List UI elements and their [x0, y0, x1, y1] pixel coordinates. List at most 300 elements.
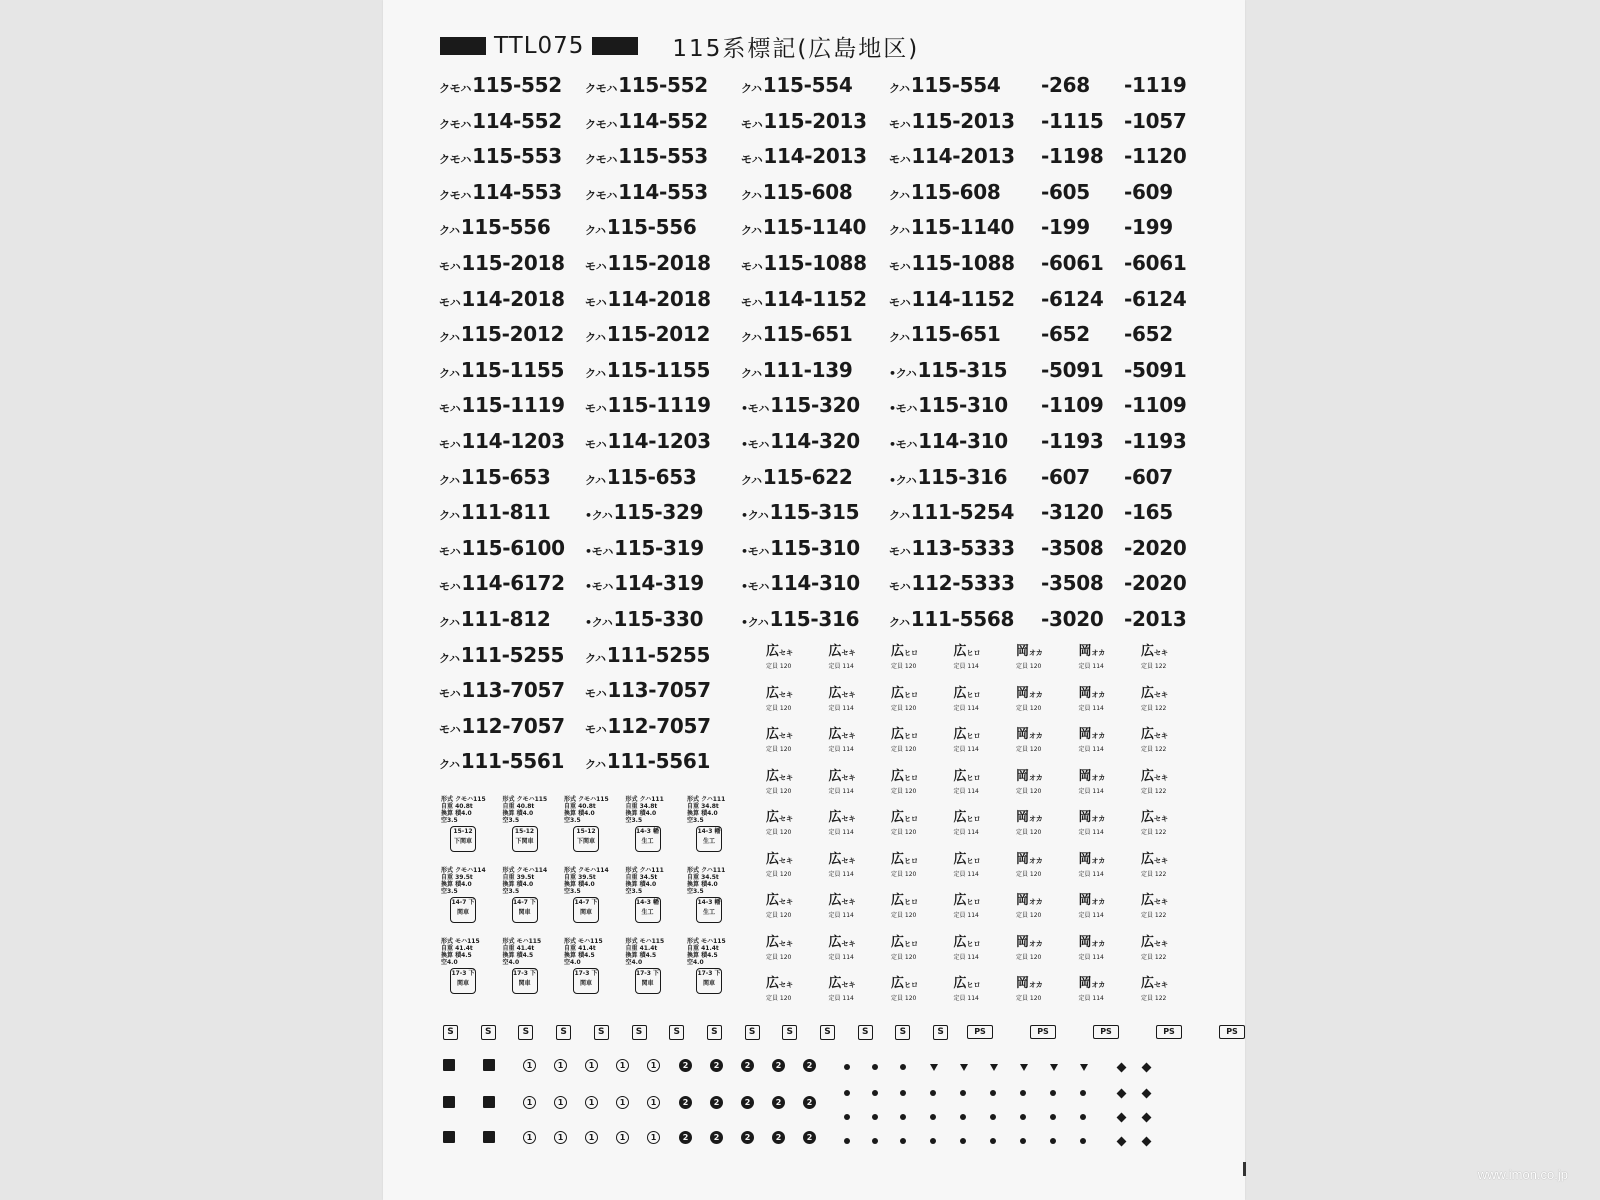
plate-line: 自重 34.5t — [687, 874, 719, 881]
depot-label — [954, 728, 1000, 762]
depot-label — [1016, 811, 1062, 845]
depot-main — [1016, 811, 1062, 826]
depot-kana: ヒロ — [904, 939, 919, 948]
depot-label — [1016, 770, 1062, 804]
number-label: •モハ115-320 — [741, 393, 860, 418]
depot-main — [766, 728, 812, 743]
number-label: モハ115-1088 — [741, 251, 867, 275]
number-label: モハ115-6100 — [439, 535, 565, 560]
number-label: -199 — [1124, 215, 1173, 240]
depot-capacity: 定員 122 — [1141, 953, 1167, 961]
depot-capacity: 定員 122 — [1141, 870, 1167, 878]
depot-capacity: 定員 120 — [766, 663, 792, 670]
mark-circle-2: 2 — [710, 1096, 723, 1109]
plate-box: 17-3 下関車 — [635, 968, 661, 994]
mark-circle-2: 2 — [803, 1096, 816, 1109]
number-label: -1109 — [1041, 393, 1104, 418]
depot-kanji: 岡 — [1078, 727, 1092, 742]
depot-kanji: 広 — [953, 644, 967, 659]
number-label: クハ111-5568 — [889, 607, 1015, 631]
depot-capacity: 定員 120 — [1016, 787, 1042, 795]
mark-diamond — [1142, 1089, 1152, 1099]
number-label: •クハ115-329 — [585, 500, 704, 525]
depot-label — [829, 853, 875, 887]
mark-triangle — [1050, 1064, 1058, 1071]
depot-label — [891, 853, 937, 887]
depot-label — [1141, 770, 1187, 804]
plate-line: 空3.5 — [502, 888, 520, 895]
depot-kanji: 岡 — [1016, 893, 1030, 908]
depot-kanji: 広 — [766, 768, 780, 784]
depot-main — [766, 936, 812, 951]
plate-box: 17-3 下関車 — [512, 968, 538, 994]
mark-dot — [1020, 1114, 1026, 1120]
depot-kana: オカ — [1029, 939, 1043, 948]
number-label: クモハ115-553 — [585, 144, 708, 169]
depot-kanji: 岡 — [1078, 893, 1092, 908]
depot-kanji: 広 — [828, 644, 842, 659]
depot-kana: オカ — [1091, 898, 1106, 906]
depot-label — [829, 645, 875, 679]
mark-filled-square — [443, 1059, 455, 1071]
number-label: モハ115-1088 — [889, 251, 1015, 275]
plate-line: 空4.0 — [564, 959, 581, 966]
depot-capacity: 定員 120 — [1016, 829, 1042, 836]
depot-label — [1016, 977, 1062, 1011]
depot-kana: ヒロ — [904, 690, 919, 699]
plate-line: 自重 41.4t — [502, 945, 535, 952]
plate-line: 換算 積4.0 — [502, 810, 534, 817]
number-label: モハ112-5333 — [889, 571, 1015, 596]
number-label: モハ114-2013 — [889, 144, 1015, 169]
mark-dot — [900, 1090, 906, 1096]
depot-label — [954, 977, 1000, 1011]
depot-main — [954, 770, 1000, 785]
number-label: -6061 — [1124, 251, 1187, 275]
depot-kana: オカ — [1029, 732, 1043, 740]
depot-main — [829, 770, 875, 785]
depot-capacity: 定員 120 — [1016, 746, 1042, 753]
plate-line: 換算 積4.0 — [441, 881, 472, 888]
mark-dot — [930, 1114, 936, 1120]
number-label: モハ114-2013 — [741, 144, 867, 169]
depot-kana: ヒロ — [966, 649, 981, 657]
depot-label — [891, 811, 937, 845]
number-label: クハ115-556 — [585, 215, 697, 240]
number-label: クハ111-812 — [439, 607, 551, 631]
mark-dot — [900, 1064, 906, 1070]
number-label: •モハ115-310 — [741, 535, 860, 560]
depot-capacity: 定員 120 — [1016, 663, 1042, 670]
product-code: TTL075 — [494, 33, 585, 59]
depot-kana: ヒロ — [966, 939, 981, 948]
plate-line: 空4.0 — [625, 959, 643, 966]
mark-diamond — [1142, 1063, 1152, 1073]
depot-capacity: 定員 122 — [1141, 746, 1167, 753]
mark-circle-2: 2 — [679, 1096, 692, 1109]
depot-kanji: 岡 — [1078, 685, 1092, 701]
mark-dot — [872, 1090, 878, 1096]
depot-kanji: 広 — [766, 851, 780, 867]
depot-capacity: 定員 114 — [828, 995, 854, 1002]
depot-main — [1141, 894, 1187, 909]
depot-capacity: 定員 114 — [828, 787, 854, 795]
depot-main — [891, 936, 937, 951]
depot-kana: セキ — [1154, 815, 1169, 823]
depot-kana: ヒロ — [966, 856, 981, 865]
depot-main — [829, 728, 875, 743]
mark-dot — [1020, 1138, 1026, 1144]
depot-capacity: 定員 114 — [953, 995, 979, 1002]
data-plate — [441, 796, 489, 858]
depot-kana: オカ — [1091, 856, 1106, 865]
depot-kanji: 広 — [766, 685, 780, 701]
depot-label — [954, 687, 1000, 721]
depot-capacity: 定員 114 — [953, 787, 979, 795]
plate-line: 空3.5 — [625, 817, 643, 824]
depot-capacity: 定員 120 — [891, 870, 917, 878]
plate-line: 換算 積4.0 — [564, 810, 595, 817]
depot-main — [891, 894, 937, 909]
depot-kanji: 広 — [953, 934, 967, 950]
depot-kana: ヒロ — [904, 773, 919, 782]
depot-kana: セキ — [779, 939, 794, 948]
number-label: クハ115-1155 — [439, 357, 565, 382]
plate-line: 形式 モハ115 — [687, 938, 726, 945]
depot-label — [1079, 770, 1125, 804]
depot-kana: オカ — [1029, 690, 1043, 699]
mark-circle-1: 1 — [616, 1059, 629, 1072]
depot-main — [1016, 894, 1062, 909]
depot-kana: セキ — [1154, 939, 1169, 948]
number-label: •クハ115-330 — [585, 607, 704, 631]
depot-capacity: 定員 114 — [953, 663, 979, 670]
depot-main — [891, 811, 937, 826]
depot-main — [1079, 811, 1125, 826]
depot-main — [829, 645, 875, 660]
depot-kanji: 広 — [828, 727, 842, 742]
data-plate — [687, 938, 735, 1000]
depot-capacity: 定員 114 — [1078, 953, 1104, 961]
mark-dot — [990, 1138, 996, 1144]
data-plate — [687, 867, 735, 929]
depot-kanji: 広 — [953, 768, 967, 784]
number-label: -268 — [1041, 73, 1090, 97]
depot-main — [954, 894, 1000, 909]
depot-label — [1016, 853, 1062, 887]
depot-kana: オカ — [1029, 981, 1043, 989]
plate-line: 換算 積4.0 — [441, 810, 472, 817]
depot-main — [829, 894, 875, 909]
depot-label — [829, 687, 875, 721]
number-label: -6124 — [1041, 286, 1104, 311]
depot-main — [766, 645, 812, 660]
plate-line: 自重 39.5t — [564, 874, 596, 881]
depot-label — [891, 770, 937, 804]
number-label: モハ115-2018 — [439, 251, 565, 275]
depot-main — [891, 645, 937, 660]
number-label: •モハ114-310 — [889, 429, 1008, 453]
depot-kanji: 広 — [1141, 768, 1155, 784]
number-label: モハ115-2018 — [585, 251, 711, 275]
depot-main — [766, 894, 812, 909]
depot-label — [954, 645, 1000, 679]
mark-dot — [844, 1090, 850, 1096]
number-label: クハ115-1155 — [585, 357, 711, 382]
depot-main — [1079, 645, 1125, 660]
number-label: クハ115-608 — [889, 179, 1001, 204]
depot-label — [891, 977, 937, 1011]
depot-kanji: 岡 — [1078, 934, 1092, 950]
depot-kana: オカ — [1029, 898, 1043, 906]
depot-kana: ヒロ — [904, 815, 919, 823]
depot-main — [954, 728, 1000, 743]
mark-ps: PS — [1030, 1025, 1056, 1039]
depot-main — [1079, 728, 1125, 743]
plate-line: 形式 クモハ114 — [502, 867, 548, 874]
mark-circle-2: 2 — [772, 1131, 785, 1144]
plate-line: 空3.5 — [625, 888, 643, 895]
number-label: モハ114-1152 — [741, 286, 867, 311]
depot-label — [1016, 936, 1062, 970]
depot-capacity: 定員 114 — [1078, 787, 1104, 795]
depot-kana: オカ — [1029, 773, 1043, 782]
mark-circle-1: 1 — [647, 1131, 660, 1144]
plate-line: 換算 積4.0 — [502, 881, 534, 888]
plate-box: 14-3 幡生工 — [635, 826, 661, 852]
depot-capacity: 定員 114 — [828, 663, 854, 670]
mark-diamond — [1142, 1137, 1152, 1147]
depot-main — [829, 811, 875, 826]
depot-kanji: 広 — [891, 810, 905, 825]
depot-kana: セキ — [841, 898, 856, 906]
mark-circle-2: 2 — [710, 1131, 723, 1144]
depot-main — [1079, 687, 1125, 702]
depot-kana: オカ — [1091, 815, 1106, 823]
depot-kanji: 岡 — [1016, 644, 1030, 659]
depot-main — [1079, 936, 1125, 951]
depot-kana: ヒロ — [966, 981, 981, 989]
depot-label — [766, 645, 812, 679]
data-plate — [441, 867, 489, 929]
depot-main — [1016, 853, 1062, 868]
number-label: モハ115-1119 — [439, 393, 565, 418]
depot-label — [1016, 687, 1062, 721]
mark-circle-1: 1 — [585, 1059, 598, 1072]
mark-s: S — [669, 1025, 684, 1040]
data-plate — [564, 796, 612, 858]
plate-line: 換算 積4.5 — [564, 952, 595, 959]
depot-main — [1141, 645, 1187, 660]
number-label: -199 — [1041, 215, 1090, 240]
mark-s: S — [556, 1025, 571, 1040]
plate-line: 空4.0 — [687, 959, 704, 966]
mark-dot — [990, 1090, 996, 1096]
mark-circle-1: 1 — [616, 1131, 629, 1144]
depot-kanji: 広 — [953, 851, 967, 867]
number-label: -3020 — [1041, 607, 1104, 631]
depot-label — [829, 936, 875, 970]
number-label: -609 — [1124, 179, 1173, 204]
depot-kanji: 広 — [766, 893, 780, 908]
depot-kanji: 広 — [953, 893, 967, 908]
number-label: •クハ115-316 — [741, 607, 860, 631]
depot-capacity: 定員 114 — [953, 953, 979, 961]
depot-label — [1079, 977, 1125, 1011]
decal-sheet — [383, 0, 1245, 1200]
depot-kanji: 広 — [766, 934, 780, 950]
mark-s: S — [858, 1025, 873, 1040]
depot-label — [766, 811, 812, 845]
depot-kanji: 広 — [953, 976, 967, 991]
depot-label — [766, 894, 812, 928]
depot-main — [766, 853, 812, 868]
number-label: -1198 — [1041, 144, 1104, 169]
mark-circle-2: 2 — [710, 1059, 723, 1072]
depot-kana: ヒロ — [904, 856, 919, 865]
depot-kana: セキ — [1154, 981, 1169, 989]
mark-ps: PS — [1219, 1025, 1245, 1039]
depot-kana: セキ — [841, 815, 856, 823]
depot-kanji: 広 — [891, 768, 905, 784]
depot-kanji: 岡 — [1016, 810, 1030, 825]
number-label: モハ114-1152 — [889, 286, 1015, 311]
depot-capacity: 定員 120 — [1016, 704, 1042, 712]
depot-capacity: 定員 120 — [891, 746, 917, 753]
depot-kana: セキ — [1154, 856, 1169, 865]
depot-kanji: 広 — [828, 851, 842, 867]
number-label: -1193 — [1041, 429, 1104, 453]
mark-triangle — [930, 1064, 938, 1071]
plate-line: 換算 積4.0 — [564, 881, 595, 888]
mark-dot — [900, 1138, 906, 1144]
plate-line: 換算 積4.0 — [625, 810, 657, 817]
depot-label — [891, 645, 937, 679]
mark-dot — [872, 1114, 878, 1120]
number-label: -5091 — [1124, 357, 1187, 382]
mark-dot — [872, 1064, 878, 1070]
depot-kana: セキ — [779, 690, 794, 699]
depot-kanji: 広 — [766, 976, 780, 991]
mark-circle-2: 2 — [803, 1059, 816, 1072]
mark-circle-1: 1 — [554, 1059, 567, 1072]
number-label: -1193 — [1124, 429, 1187, 453]
number-label: -3120 — [1041, 500, 1104, 525]
depot-kanji: 岡 — [1078, 768, 1092, 784]
depot-main — [954, 687, 1000, 702]
plate-line: 自重 39.5t — [502, 874, 535, 881]
number-label: モハ113-7057 — [439, 678, 565, 703]
depot-kanji: 広 — [828, 768, 842, 784]
sheet-title: 115系標記(広島地区) — [672, 35, 920, 62]
plate-line: 空3.5 — [441, 817, 458, 824]
depot-main — [954, 645, 1000, 660]
depot-main — [891, 728, 937, 743]
depot-label — [829, 977, 875, 1011]
depot-kanji: 広 — [1141, 727, 1155, 742]
plate-box: 14-3 幡生工 — [696, 826, 722, 852]
depot-label — [954, 811, 1000, 845]
number-label: -2020 — [1124, 535, 1187, 560]
depot-label — [829, 770, 875, 804]
number-label: モハ114-2018 — [439, 286, 565, 311]
data-plate — [503, 867, 551, 929]
mark-circle-1: 1 — [523, 1131, 536, 1144]
depot-capacity: 定員 122 — [1141, 995, 1167, 1002]
plate-box: 14-7 下関車 — [573, 897, 599, 923]
number-label: モハ113-7057 — [585, 678, 711, 703]
depot-capacity: 定員 120 — [891, 829, 917, 836]
depot-label — [1079, 811, 1125, 845]
depot-kana: セキ — [841, 773, 856, 782]
depot-kanji: 広 — [1141, 976, 1155, 991]
number-label: クハ115-2012 — [585, 322, 711, 347]
mark-dot — [900, 1114, 906, 1120]
depot-kana: ヒロ — [904, 732, 919, 740]
depot-main — [1141, 853, 1187, 868]
depot-main — [1016, 728, 1062, 743]
depot-capacity: 定員 120 — [891, 953, 917, 961]
number-label: クモハ114-552 — [439, 108, 562, 133]
depot-kanji: 広 — [891, 976, 905, 991]
depot-main — [891, 853, 937, 868]
plate-box: 17-3 下関車 — [450, 968, 476, 994]
depot-kana: オカ — [1091, 773, 1106, 782]
depot-label — [1079, 936, 1125, 970]
data-plate — [626, 796, 674, 858]
number-label: クハ115-554 — [889, 73, 1001, 97]
depot-capacity: 定員 114 — [1078, 663, 1104, 670]
plate-line: 空3.5 — [564, 888, 581, 895]
mark-s: S — [518, 1025, 533, 1040]
depot-kanji: 岡 — [1016, 976, 1030, 991]
number-label: -652 — [1041, 322, 1090, 347]
number-label: モハ115-2013 — [889, 108, 1015, 133]
depot-main — [954, 853, 1000, 868]
mark-circle-2: 2 — [741, 1131, 754, 1144]
number-label: •モハ115-310 — [889, 393, 1008, 418]
number-label: -1057 — [1124, 108, 1187, 133]
depot-capacity: 定員 114 — [1078, 870, 1104, 878]
number-label: モハ112-7057 — [439, 713, 565, 738]
depot-capacity: 定員 114 — [1078, 829, 1104, 836]
depot-label — [1141, 977, 1187, 1011]
plate-line: 形式 クハ111 — [687, 867, 726, 874]
number-label: -3508 — [1041, 535, 1104, 560]
number-label: クモハ115-553 — [439, 144, 562, 169]
mark-circle-1: 1 — [616, 1096, 629, 1109]
depot-label — [766, 728, 812, 762]
depot-label — [1079, 894, 1125, 928]
depot-main — [1079, 977, 1125, 992]
number-label: クハ115-556 — [439, 215, 551, 240]
depot-kana: ヒロ — [966, 773, 981, 782]
plate-line: 形式 モハ115 — [625, 938, 665, 945]
depot-kana: セキ — [779, 898, 794, 906]
plate-line: 形式 クモハ115 — [502, 796, 548, 803]
depot-label — [1141, 936, 1187, 970]
plate-box: 15-12 下関車 — [573, 826, 599, 852]
depot-kana: セキ — [1154, 690, 1169, 699]
plate-line: 空4.0 — [441, 959, 458, 966]
mark-s: S — [782, 1025, 797, 1040]
mark-s: S — [443, 1025, 458, 1040]
number-label: •クハ115-316 — [889, 464, 1008, 489]
depot-kana: オカ — [1029, 856, 1043, 865]
mark-s: S — [895, 1025, 910, 1040]
depot-main — [1079, 894, 1125, 909]
mark-filled-square — [483, 1096, 495, 1108]
